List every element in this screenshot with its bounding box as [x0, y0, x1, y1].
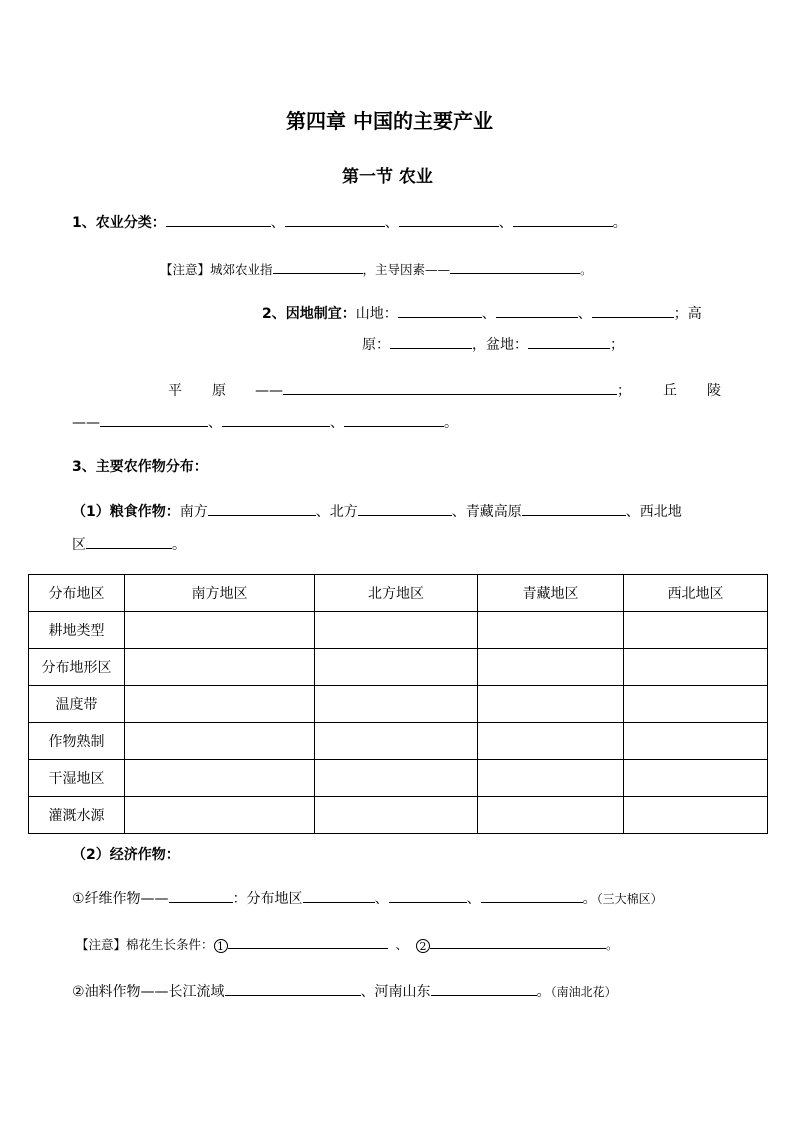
plain-char-2: 原: [212, 383, 226, 399]
answer-cell[interactable]: [624, 686, 768, 723]
dash: ——: [255, 383, 283, 399]
answer-cell[interactable]: [125, 760, 315, 797]
note-cotton: [76, 935, 619, 953]
cotton-cond-blank-2[interactable]: [430, 935, 606, 949]
northwest-label-b: 区: [72, 537, 86, 553]
q3-1-line-2: [72, 535, 186, 555]
note2-text: 【注意】棉花生长条件：: [76, 937, 214, 952]
northwest-blank[interactable]: [86, 535, 172, 549]
row-label: 温度带: [29, 686, 125, 723]
q1-label: 1、农业分类：: [72, 215, 166, 231]
plain-char-1: 平: [168, 383, 182, 399]
answer-cell[interactable]: [125, 612, 315, 649]
answer-cell[interactable]: [125, 649, 315, 686]
cotton-cond-blank-1[interactable]: [228, 935, 388, 949]
basin-blank[interactable]: [528, 335, 610, 349]
semi: ；: [617, 383, 631, 399]
cotton-region-blank-1[interactable]: [303, 889, 375, 903]
mountain-blank-2[interactable]: [496, 304, 578, 318]
q3-2-label: （2）经济作物：: [72, 847, 180, 863]
hill-char-2: 陵: [707, 383, 721, 399]
semi: ；: [610, 337, 624, 353]
note1-blank-1[interactable]: [273, 260, 363, 274]
basin-label: ，盆地：: [472, 337, 528, 353]
q2-label: 2、因地制宜：: [262, 306, 356, 322]
south-label: 南方: [179, 504, 208, 520]
end-mark: 。: [582, 891, 597, 907]
oil-yangtze-blank[interactable]: [225, 982, 361, 996]
row-label: 分布地形区: [29, 649, 125, 686]
fiber-blank[interactable]: [169, 889, 233, 903]
answer-cell[interactable]: [624, 797, 768, 834]
hill-blank-2[interactable]: [222, 413, 330, 427]
circled-two: ②: [72, 984, 85, 1000]
q2-line-1: [262, 304, 702, 324]
row-label: 作物熟制: [29, 723, 125, 760]
answer-cell[interactable]: [478, 797, 624, 834]
answer-cell[interactable]: [478, 760, 624, 797]
table-header-cell: 青藏地区: [478, 575, 624, 612]
chapter-title: 第四章 中国的主要产业: [286, 109, 493, 133]
end-mark: 。: [612, 215, 627, 231]
q2-line-2: [362, 335, 624, 355]
table-header-cell: 西北地区: [624, 575, 768, 612]
row-label: 干湿地区: [29, 760, 125, 797]
note-suburban: [160, 260, 593, 278]
answer-cell[interactable]: [315, 649, 478, 686]
northwest-label-a: 、西北地: [625, 504, 682, 520]
table-row: [29, 649, 768, 686]
answer-cell[interactable]: [315, 797, 478, 834]
end-mark: 。: [580, 262, 593, 277]
sep: 、: [395, 937, 409, 952]
table-header-cell: 分布地区: [29, 575, 125, 612]
answer-cell[interactable]: [478, 649, 624, 686]
semi: ；: [673, 306, 688, 322]
answer-cell[interactable]: [624, 649, 768, 686]
table-row: [29, 612, 768, 649]
circle-num-1: 1: [214, 939, 228, 953]
sep: 、: [384, 215, 399, 231]
crop-distribution-table: [28, 574, 768, 834]
sep: 、: [481, 306, 496, 322]
oil-note: （南油北花）: [550, 985, 617, 999]
circle-num-2: 2: [416, 939, 430, 953]
q1-line: [72, 213, 627, 233]
south-blank[interactable]: [208, 502, 316, 516]
fiber-line: [72, 889, 663, 909]
sep: 、: [374, 891, 389, 907]
mountain-blank-3[interactable]: [592, 304, 674, 318]
answer-cell[interactable]: [125, 686, 315, 723]
table-header-cell: 南方地区: [125, 575, 315, 612]
section-title: 第一节 农业: [342, 167, 433, 187]
q1-blank-3[interactable]: [399, 213, 499, 227]
cotton-region-blank-3[interactable]: [481, 889, 583, 903]
row-label: 灌溉水源: [29, 797, 125, 834]
q3-1-label: （1）粮食作物：: [72, 504, 180, 520]
end-mark: 。: [172, 537, 186, 553]
sep: 、: [577, 306, 592, 322]
circled-one: ①: [72, 891, 85, 907]
note1-blank-2[interactable]: [450, 260, 580, 274]
answer-cell[interactable]: [624, 612, 768, 649]
answer-cell[interactable]: [478, 612, 624, 649]
q1-blank-4[interactable]: [513, 213, 613, 227]
end-mark: 。: [444, 415, 458, 431]
answer-cell[interactable]: [624, 723, 768, 760]
oil-label: 油料作物——长江流域: [84, 984, 225, 1000]
hill-char-1: 丘: [663, 383, 677, 399]
mountain-label: 山地：: [355, 306, 398, 322]
answer-cell[interactable]: [478, 723, 624, 760]
table-row: [29, 686, 768, 723]
answer-cell[interactable]: [478, 686, 624, 723]
answer-cell[interactable]: [315, 723, 478, 760]
north-blank[interactable]: [358, 502, 452, 516]
sep: 、: [330, 415, 344, 431]
table-row: [29, 797, 768, 834]
sep: 、: [270, 215, 285, 231]
q1-blank-1[interactable]: [166, 213, 271, 227]
q3-label: 3、主要农作物分布：: [72, 459, 208, 475]
sep: 、: [208, 415, 222, 431]
fiber-note: （三大棉区）: [596, 892, 663, 906]
fiber-label: 纤维作物——: [84, 891, 169, 907]
answer-cell[interactable]: [624, 760, 768, 797]
note1-text: 【注意】城郊农业指: [160, 262, 273, 277]
oil-henan-blank[interactable]: [431, 982, 537, 996]
plateau-blank[interactable]: [390, 335, 472, 349]
plain-blank[interactable]: [283, 381, 617, 395]
hill-line: [72, 413, 458, 433]
hill-blank-1[interactable]: [100, 413, 208, 427]
note1-mid: ，主导因素——: [362, 262, 451, 277]
fiber-dist-label: ：分布地区: [232, 891, 303, 907]
plateau-label-b: 原：: [362, 337, 390, 353]
plain-line: [255, 381, 631, 401]
mountain-blank-1[interactable]: [398, 304, 482, 318]
table-header-row: [29, 575, 768, 612]
henan-label: 、河南山东: [360, 984, 431, 1000]
row-label: 耕地类型: [29, 612, 125, 649]
answer-cell[interactable]: [125, 797, 315, 834]
q1-blank-2[interactable]: [285, 213, 385, 227]
cotton-region-blank-2[interactable]: [389, 889, 467, 903]
end-mark: 。: [536, 984, 551, 1000]
table-row: [29, 723, 768, 760]
qinghai-label: 、青藏高原: [451, 504, 522, 520]
dash: ——: [72, 415, 100, 431]
q3-1-line-1: [72, 502, 682, 522]
end-mark: 。: [606, 937, 619, 952]
table-header-cell: 北方地区: [315, 575, 478, 612]
qinghai-blank[interactable]: [522, 502, 626, 516]
oil-line: [72, 982, 617, 1002]
answer-cell[interactable]: [125, 723, 315, 760]
hill-blank-3[interactable]: [344, 413, 444, 427]
north-label: 、北方: [315, 504, 358, 520]
sep: 、: [498, 215, 513, 231]
answer-cell[interactable]: [315, 612, 478, 649]
answer-cell[interactable]: [315, 760, 478, 797]
table-row: [29, 760, 768, 797]
plateau-label-a: 高: [687, 306, 702, 322]
sep: 、: [466, 891, 481, 907]
answer-cell[interactable]: [315, 686, 478, 723]
